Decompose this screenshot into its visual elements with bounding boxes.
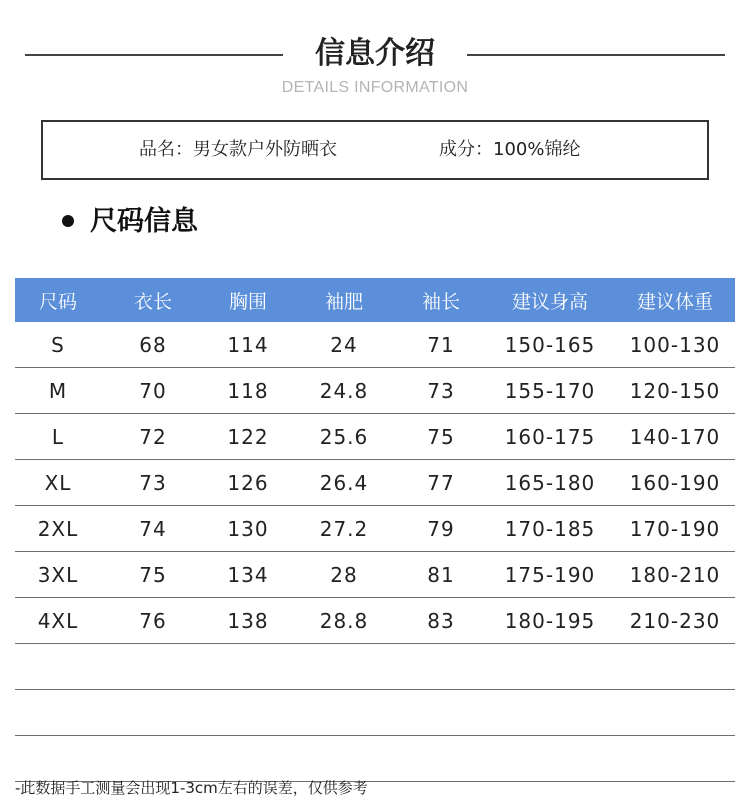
table-cell: 2XL [15,506,101,552]
table-cell: 180-195 [485,598,615,644]
table-cell: 70 [101,368,205,414]
table-cell: M [15,368,101,414]
table-cell: 170-185 [485,506,615,552]
table-cell: 4XL [15,598,101,644]
table-cell: 138 [205,598,291,644]
title-divider-right [467,54,725,56]
product-info-box [41,120,709,180]
table-cell: 74 [101,506,205,552]
table-cell [615,644,735,690]
table-cell: 75 [397,414,485,460]
table-cell [205,644,291,690]
table-cell: 25.6 [291,414,397,460]
table-cell: 28 [291,552,397,598]
table-cell [291,690,397,736]
column-header: 袖长 [397,278,485,322]
table-cell: 81 [397,552,485,598]
table-cell [291,644,397,690]
table-row [15,644,735,690]
page-title: 信息介绍 [315,36,435,71]
table-cell [291,736,397,782]
table-cell [205,690,291,736]
table-cell: S [15,322,101,368]
table-body [15,322,735,782]
table-row [15,736,735,782]
table-cell [485,690,615,736]
table-cell [485,644,615,690]
table-row [15,368,735,414]
table-cell: 126 [205,460,291,506]
table-cell [615,736,735,782]
table-cell: 77 [397,460,485,506]
table-cell: 134 [205,552,291,598]
product-composition: 成分：100%锦纶 [439,139,581,160]
table-cell: XL [15,460,101,506]
table-cell: 140-170 [615,414,735,460]
table-row [15,414,735,460]
table-cell: 71 [397,322,485,368]
table-cell: 83 [397,598,485,644]
table-cell: 26.4 [291,460,397,506]
table-cell: 175-190 [485,552,615,598]
title-row [0,30,750,80]
table-cell: 160-190 [615,460,735,506]
column-header: 胸围 [205,278,291,322]
table-header-row [15,278,735,322]
table-cell [205,736,291,782]
bullet-icon [62,215,74,227]
table-cell [397,690,485,736]
table-row [15,322,735,368]
table-cell [615,690,735,736]
table-cell: 24 [291,322,397,368]
table-cell: 76 [101,598,205,644]
table-cell: 130 [205,506,291,552]
table-row [15,506,735,552]
table-cell: 118 [205,368,291,414]
table-cell: L [15,414,101,460]
table-cell [15,736,101,782]
table-cell [15,690,101,736]
table-cell [15,644,101,690]
table-cell [397,736,485,782]
table-cell [485,736,615,782]
table-cell: 180-210 [615,552,735,598]
table-cell: 160-175 [485,414,615,460]
table-cell: 79 [397,506,485,552]
section-title: 尺码信息 [90,206,198,237]
table-cell [101,736,205,782]
table-cell: 122 [205,414,291,460]
table-cell: 28.8 [291,598,397,644]
product-name: 品名：男女款户外防晒衣 [139,139,337,160]
column-header: 衣长 [101,278,205,322]
column-header: 尺码 [15,278,101,322]
table-cell [397,644,485,690]
table-cell: 114 [205,322,291,368]
table-cell: 27.2 [291,506,397,552]
table-cell: 170-190 [615,506,735,552]
table-cell: 120-150 [615,368,735,414]
table-cell [101,644,205,690]
table-cell: 100-130 [615,322,735,368]
column-header: 建议身高 [485,278,615,322]
table-cell: 24.8 [291,368,397,414]
table-row [15,690,735,736]
table-cell: 73 [101,460,205,506]
size-table [15,278,735,782]
table-cell: 155-170 [485,368,615,414]
title-divider-left [25,54,283,56]
table-row [15,598,735,644]
table-cell: 73 [397,368,485,414]
table-cell: 72 [101,414,205,460]
table-cell: 150-165 [485,322,615,368]
column-header: 袖肥 [291,278,397,322]
table-cell [101,690,205,736]
page-subtitle: DETAILS INFORMATION [281,79,469,96]
table-cell: 3XL [15,552,101,598]
table-cell: 210-230 [615,598,735,644]
table-cell: 165-180 [485,460,615,506]
table-cell: 75 [101,552,205,598]
measurement-note: -此数据手工测量会出现1-3cm左右的误差，仅供参考 [15,779,368,797]
column-header: 建议体重 [615,278,735,322]
table-row [15,460,735,506]
table-cell: 68 [101,322,205,368]
table-row [15,552,735,598]
